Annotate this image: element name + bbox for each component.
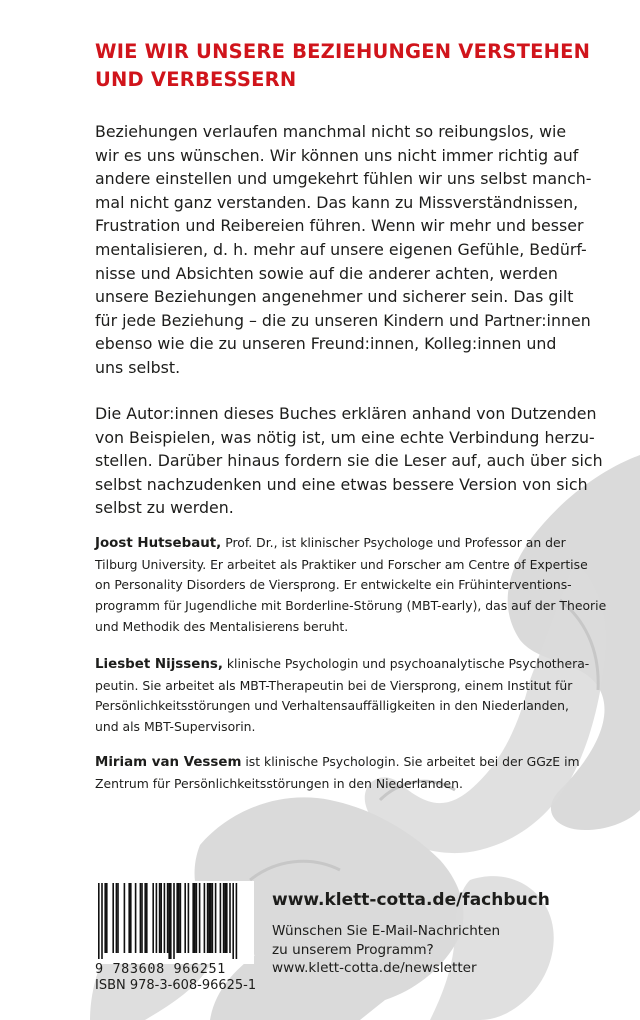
barcode-bar bbox=[210, 883, 212, 953]
barcode-bar bbox=[208, 883, 210, 953]
barcode-bar bbox=[168, 883, 170, 959]
barcode-bar bbox=[199, 883, 201, 953]
barcode-bar bbox=[220, 883, 222, 953]
barcode bbox=[94, 881, 254, 964]
author-bio-nijssens bbox=[95, 654, 615, 738]
headline-line: UND VERBESSERN bbox=[95, 68, 297, 91]
text-line: ebenso wie die zu unseren Freund:innen, Kolleg:innen und bbox=[95, 334, 557, 354]
bio-line: und als MBT-Supervisorin. bbox=[95, 719, 256, 735]
author-bio-van-vessem bbox=[95, 752, 615, 794]
text-line: mal nicht ganz verstanden. Das kann zu Missverständnissen, bbox=[95, 192, 579, 212]
barcode-bar bbox=[146, 883, 148, 953]
barcode-bar bbox=[167, 883, 169, 953]
barcode-bar bbox=[176, 883, 178, 953]
text-line: andere einstellen und umgekehrt fühlen wir uns selbst manch- bbox=[95, 169, 592, 189]
text-line: Beziehungen verlaufen manchmal nicht so reibungslos, wie bbox=[95, 122, 567, 141]
barcode-bar bbox=[194, 883, 196, 953]
barcode-bar bbox=[236, 883, 238, 959]
text-line: Die Autor:innen dieses Buches erklären anhand von Dutzenden bbox=[95, 404, 597, 423]
bio-line bbox=[95, 752, 615, 774]
barcode-bar bbox=[160, 883, 162, 953]
text-line: wir es uns wünschen. Wir können uns nicht immer richtig auf bbox=[95, 145, 579, 165]
barcode-bar bbox=[140, 883, 142, 953]
headline-line: WIE WIR UNSERE BEZIEHUNGEN VERSTEHEN bbox=[95, 40, 591, 63]
blurb-paragraph-2 bbox=[95, 402, 615, 520]
barcode-bar bbox=[215, 883, 217, 953]
barcode-bar bbox=[98, 883, 100, 959]
barcode-bar bbox=[116, 883, 118, 953]
bio-text: klinische Psychologin und psychoanalytische Psychothera- bbox=[222, 656, 590, 671]
barcode-bar bbox=[101, 883, 103, 959]
barcode-bar bbox=[180, 883, 182, 953]
barcode-bar bbox=[232, 883, 234, 959]
author-bio-hutsebaut bbox=[95, 533, 615, 638]
barcode-bar bbox=[117, 883, 119, 953]
newsletter-line: zu unserem Programm? bbox=[272, 941, 434, 958]
barcode-bar bbox=[188, 883, 190, 953]
barcode-bar bbox=[207, 883, 209, 953]
bio-line bbox=[95, 654, 615, 676]
barcode-bar bbox=[196, 883, 198, 953]
barcode-bar bbox=[156, 883, 158, 953]
barcode-bar bbox=[152, 883, 154, 953]
barcode-bar bbox=[192, 883, 194, 953]
author-name: Joost Hutsebaut, bbox=[95, 536, 222, 551]
text-line: nisse und Absichten sowie auf die anderer achten, werden bbox=[95, 263, 558, 283]
text-line: mentalisieren, d. h. mehr auf unsere eigenen Gefühle, Bedürf- bbox=[95, 239, 587, 259]
bio-line: Tilburg University. Er arbeitet als Praktiker und Forscher am Centre of Expertise bbox=[95, 556, 588, 572]
newsletter-line: Wünschen Sie E-Mail-Nachrichten bbox=[272, 923, 501, 939]
barcode-bar bbox=[112, 883, 114, 953]
barcode-bar bbox=[204, 883, 206, 953]
headline bbox=[95, 38, 615, 94]
bio-line: programm für Jugendliche mit Borderline-Störung (MBT-early), das auf der Theorie bbox=[95, 598, 607, 614]
barcode-bar bbox=[164, 883, 166, 953]
barcode-bar bbox=[170, 883, 172, 959]
bio-line: Zentrum für Persönlichkeitsstörungen in den Niederlanden. bbox=[95, 775, 463, 791]
barcode-bar bbox=[173, 883, 175, 959]
publisher-url[interactable]: www.klett-cotta.de/fachbuch bbox=[272, 890, 550, 910]
blurb-paragraph-1 bbox=[95, 120, 615, 380]
barcode-bar bbox=[184, 883, 186, 953]
bio-line: Persönlichkeitsstörungen und Verhaltensauffälligkeiten in den Niederlanden, bbox=[95, 698, 569, 714]
bio-line: peutin. Sie arbeitet als MBT-Therapeutin bei de Viersprong, einem Institut für bbox=[95, 677, 573, 693]
text-line: selbst zu werden. bbox=[95, 498, 234, 518]
bio-line bbox=[95, 533, 615, 555]
barcode-bar bbox=[104, 883, 106, 953]
barcode-bar bbox=[178, 883, 180, 953]
barcode-bar bbox=[229, 883, 231, 953]
bio-line: und Methodik des Mentalisierens beruht. bbox=[95, 618, 349, 634]
barcode-digits: 9 783608 966251 bbox=[95, 961, 226, 977]
barcode-bar bbox=[144, 883, 146, 953]
bio-text: Prof. Dr., ist klinischer Psychologe und Professor an der bbox=[221, 535, 566, 550]
barcode-bar bbox=[135, 883, 137, 953]
isbn: ISBN 978-3-608-96625-1 bbox=[95, 978, 257, 993]
text-line: von Beispielen, was nötig ist, um eine echte Verbindung herzu- bbox=[95, 427, 595, 447]
barcode-bar bbox=[223, 883, 225, 953]
text-line: Frustration und Reibereien führen. Wenn wir mehr und besser bbox=[95, 216, 584, 236]
bio-line: on Personality Disorders de Viersprong. Er entwickelte ein Frühinterventions- bbox=[95, 577, 572, 593]
barcode-bar bbox=[124, 883, 126, 953]
barcode-bars bbox=[94, 881, 254, 961]
barcode-bar bbox=[141, 883, 143, 953]
barcode-bar bbox=[128, 883, 130, 953]
newsletter-block bbox=[272, 922, 612, 978]
barcode-bar bbox=[130, 883, 132, 953]
text-line: selbst nachzudenken und eine etwas bessere Version von sich bbox=[95, 474, 588, 494]
text-line: unsere Beziehungen angenehmer und sicherer sein. Das gilt bbox=[95, 287, 574, 307]
barcode-bar bbox=[224, 883, 226, 953]
barcode-bar bbox=[159, 883, 161, 953]
author-name: Miriam van Vessem bbox=[95, 755, 242, 770]
text-line: stellen. Darüber hinaus fordern sie die Leser auf, auch über sich bbox=[95, 451, 603, 471]
author-name: Liesbet Nijssens, bbox=[95, 657, 223, 672]
text-line: für jede Beziehung – die zu unseren Kindern und Partner:innen bbox=[95, 310, 591, 330]
bio-text: ist klinische Psychologin. Sie arbeitet bei der GGzE im bbox=[241, 754, 580, 769]
barcode-bar bbox=[226, 883, 228, 953]
text-line: uns selbst. bbox=[95, 357, 181, 377]
barcode-bar bbox=[212, 883, 214, 953]
newsletter-url[interactable]: www.klett-cotta.de/newsletter bbox=[272, 960, 477, 976]
barcode-bar bbox=[106, 883, 108, 953]
